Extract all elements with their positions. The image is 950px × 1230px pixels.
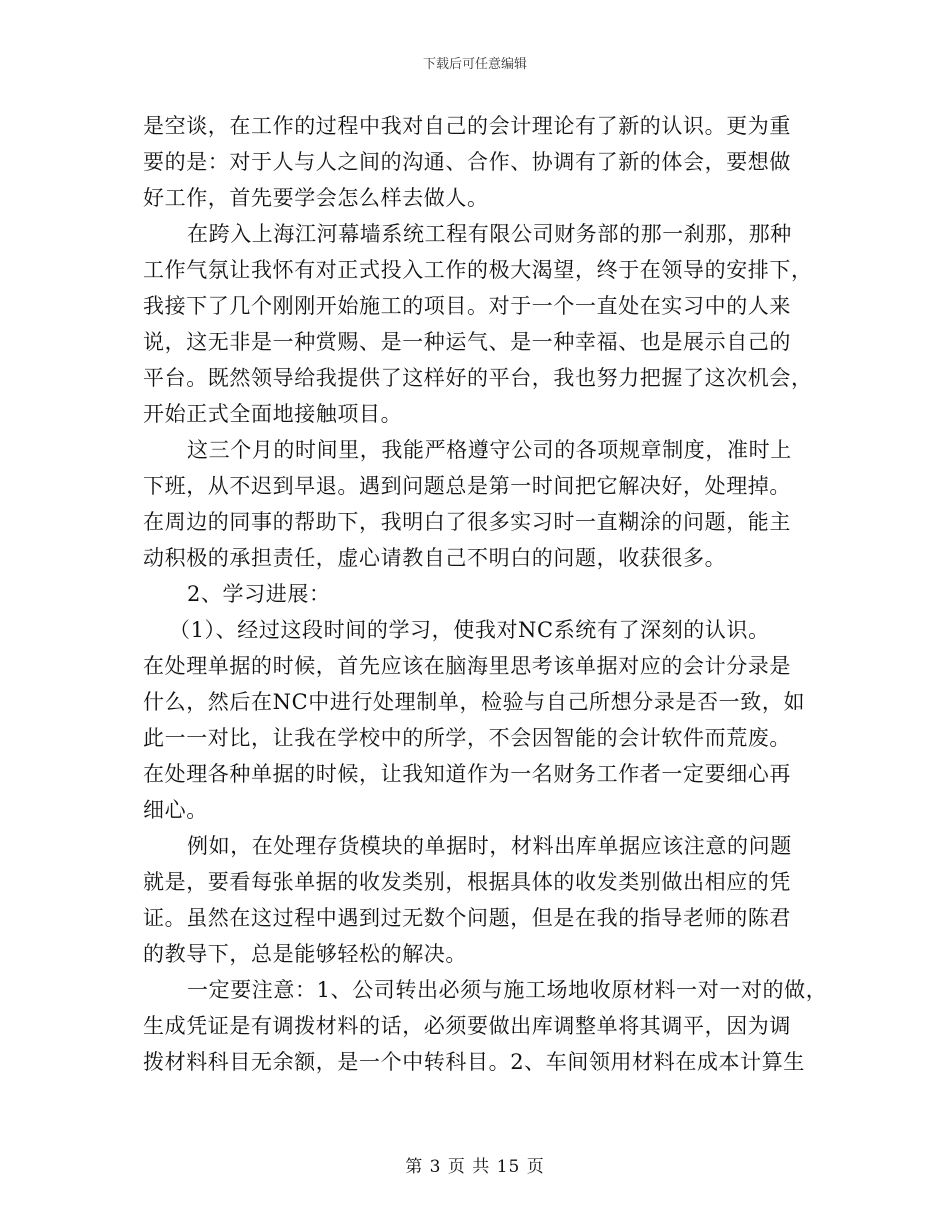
text-line: 开始正式全面地接触项目。 [143,402,403,426]
text-line: 要的是：对于人与人之间的沟通、合作、协调有了新的体会，要想做 [143,150,791,174]
paragraph-start-line: 一定要注意：1、公司转出必须与施工场地收原材料一对一对的做， [187,978,828,1002]
section-heading-line: 2、学习进展： [187,582,331,606]
paragraph-start-line: （1）、经过这段时间的学习，使我对NC系统有了深刻的认识。 [169,618,770,642]
text-line: 说，这无非是一种赏赐、是一种运气、是一种幸福、也是展示自己的 [143,330,791,354]
text-line: 证。虽然在这过程中遇到过无数个问题，但是在我的指导老师的陈君 [143,906,791,930]
text-line: 在周边的同事的帮助下，我明白了很多实习时一直糊涂的问题，能主 [143,510,791,534]
text-line: 在处理各种单据的时候，让我知道作为一名财务工作者一定要细心再 [143,762,791,786]
paragraph-start-line: 在跨入上海江河幕墙系统工程有限公司财务部的那一刹那，那种 [187,222,792,246]
text-line: 好工作，首先要学会怎么样去做人。 [143,186,489,210]
page-number-footer: 第 3 页 共 15 页 [405,1157,545,1177]
text-line: 我接下了几个刚刚开始施工的项目。对于一个一直处在实习中的人来 [143,294,791,318]
text-line: 细心。 [143,798,208,822]
text-line: 生成凭证是有调拨材料的话，必须要做出库调整单将其调平，因为调 [143,1014,791,1038]
text-line: 什么，然后在NC中进行处理制单，检验与自己所想分录是否一致，如 [143,690,806,714]
text-line: 是空谈，在工作的过程中我对自己的会计理论有了新的认识。更为重 [143,114,791,138]
text-line: 平台。既然领导给我提供了这样好的平台，我也努力把握了这次机会， [143,366,813,390]
text-line: 动积极的承担责任，虚心请教自己不明白的问题，收获很多。 [143,546,727,570]
page-header-note: 下载后可任意编辑 [422,57,527,72]
text-line: 在处理单据的时候，首先应该在脑海里思考该单据对应的会计分录是 [143,654,791,678]
text-line: 拨材料科目无余额，是一个中转科目。2、车间领用材料在成本计算生 [143,1050,805,1074]
paragraph-start-line: 这三个月的时间里，我能严格遵守公司的各项规章制度，准时上 [187,438,792,462]
text-line: 工作气氛让我怀有对正式投入工作的极大渴望，终于在领导的安排下， [143,258,813,282]
document-body [143,108,828,1080]
text-line: 下班，从不迟到早退。遇到问题总是第一时间把它解决好，处理掉。 [143,474,791,498]
text-line: 的教导下，总是能够轻松的解决。 [143,942,467,966]
text-line: 此一一对比，让我在学校中的所学，不会因智能的会计软件而荒废。 [143,726,791,750]
paragraph-start-line: 例如，在处理存货模块的单据时，材料出库单据应该注意的问题 [187,834,792,858]
text-line: 就是，要看每张单据的收发类别，根据具体的收发类别做出相应的凭 [143,870,791,894]
